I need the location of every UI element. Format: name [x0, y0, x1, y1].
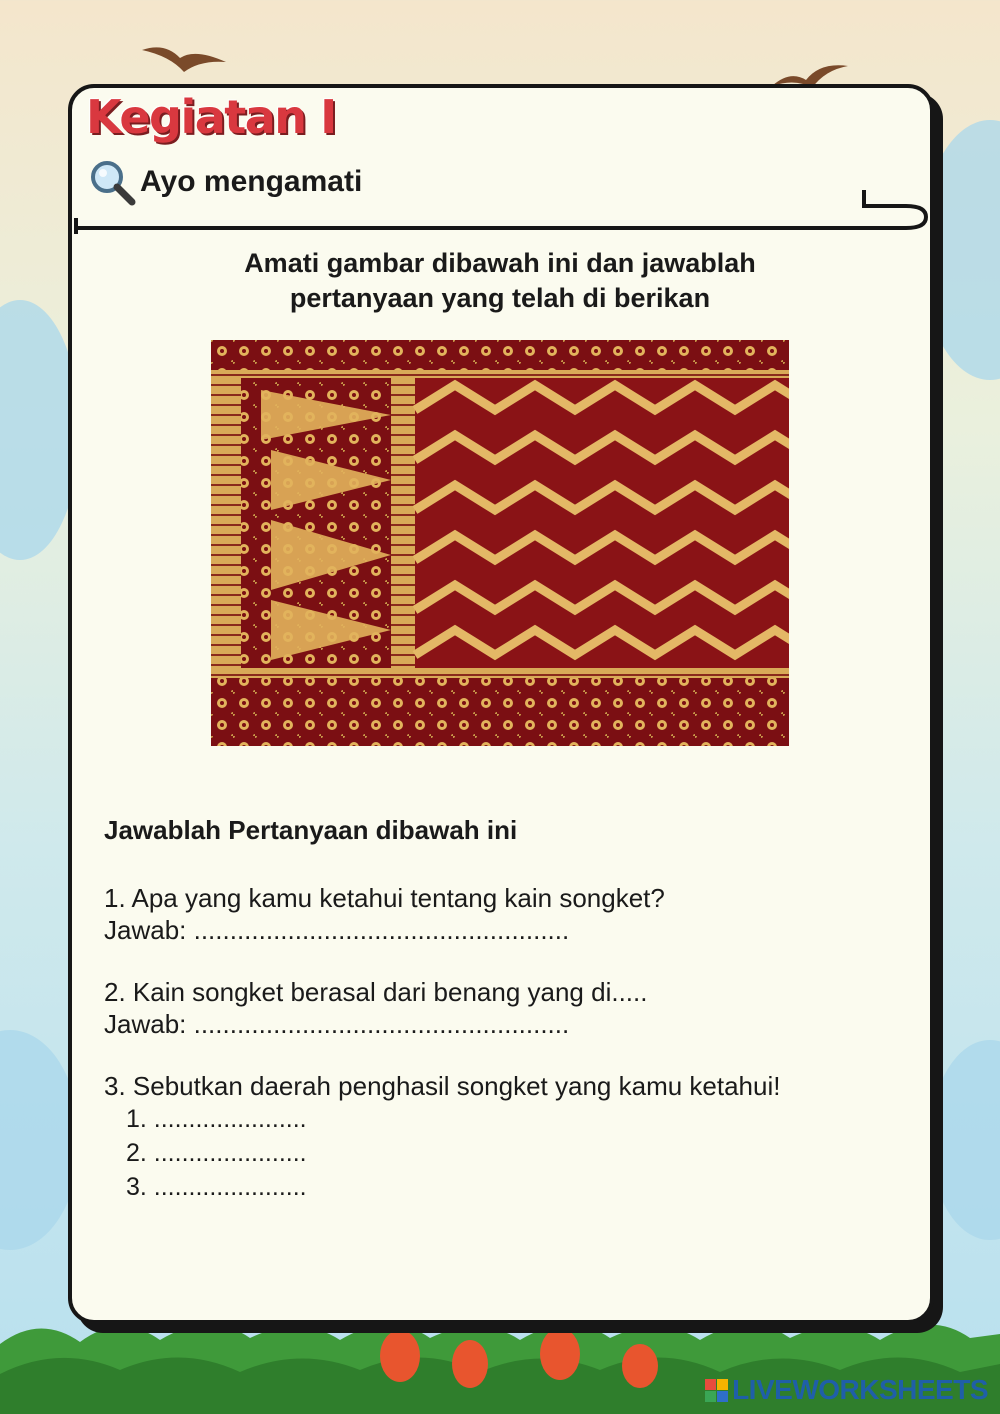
magnifier-icon: [88, 158, 136, 206]
answer-field-3-2[interactable]: 2. ......................: [126, 1139, 307, 1167]
questions-heading: Jawablah Pertanyaan dibawah ini: [104, 815, 518, 845]
question-3: 3. Sebutkan daerah penghasil songket yang kamu ketahui!: [104, 1071, 781, 1101]
liveworksheets-logo-icon: [705, 1379, 728, 1402]
bird-icon: [140, 42, 230, 76]
subtitle-row: [88, 158, 362, 206]
answer-field-3-1[interactable]: 1. ......................: [126, 1105, 307, 1133]
header-divider: [74, 218, 924, 232]
answer-field-3-3[interactable]: 3. ......................: [126, 1173, 307, 1201]
instruction-line-2: pertanyaan yang telah di berikan: [289, 283, 711, 313]
questions-section: [104, 815, 884, 1204]
answer-field-1[interactable]: Jawab: ....................................................: [104, 915, 570, 945]
answer-list-3: [126, 1102, 884, 1204]
liveworksheets-brand[interactable]: [705, 1374, 988, 1406]
songket-fabric-image: [211, 340, 789, 746]
background-cloud: [930, 1040, 1000, 1240]
page-title: Kegiatan I: [86, 90, 336, 144]
question-2: 2. Kain songket berasal dari benang yang di.....: [104, 977, 648, 1007]
brand-text: LIVEWORKSHEETS: [732, 1374, 988, 1405]
instruction-text: [150, 246, 850, 316]
subtitle: Ayo mengamati: [140, 165, 363, 198]
question-1: 1. Apa yang kamu ketahui tentang kain songket?: [104, 883, 665, 913]
answer-field-2[interactable]: Jawab: ....................................................: [104, 1009, 570, 1039]
instruction-line-1: Amati gambar dibawah ini dan jawablah: [244, 248, 756, 278]
